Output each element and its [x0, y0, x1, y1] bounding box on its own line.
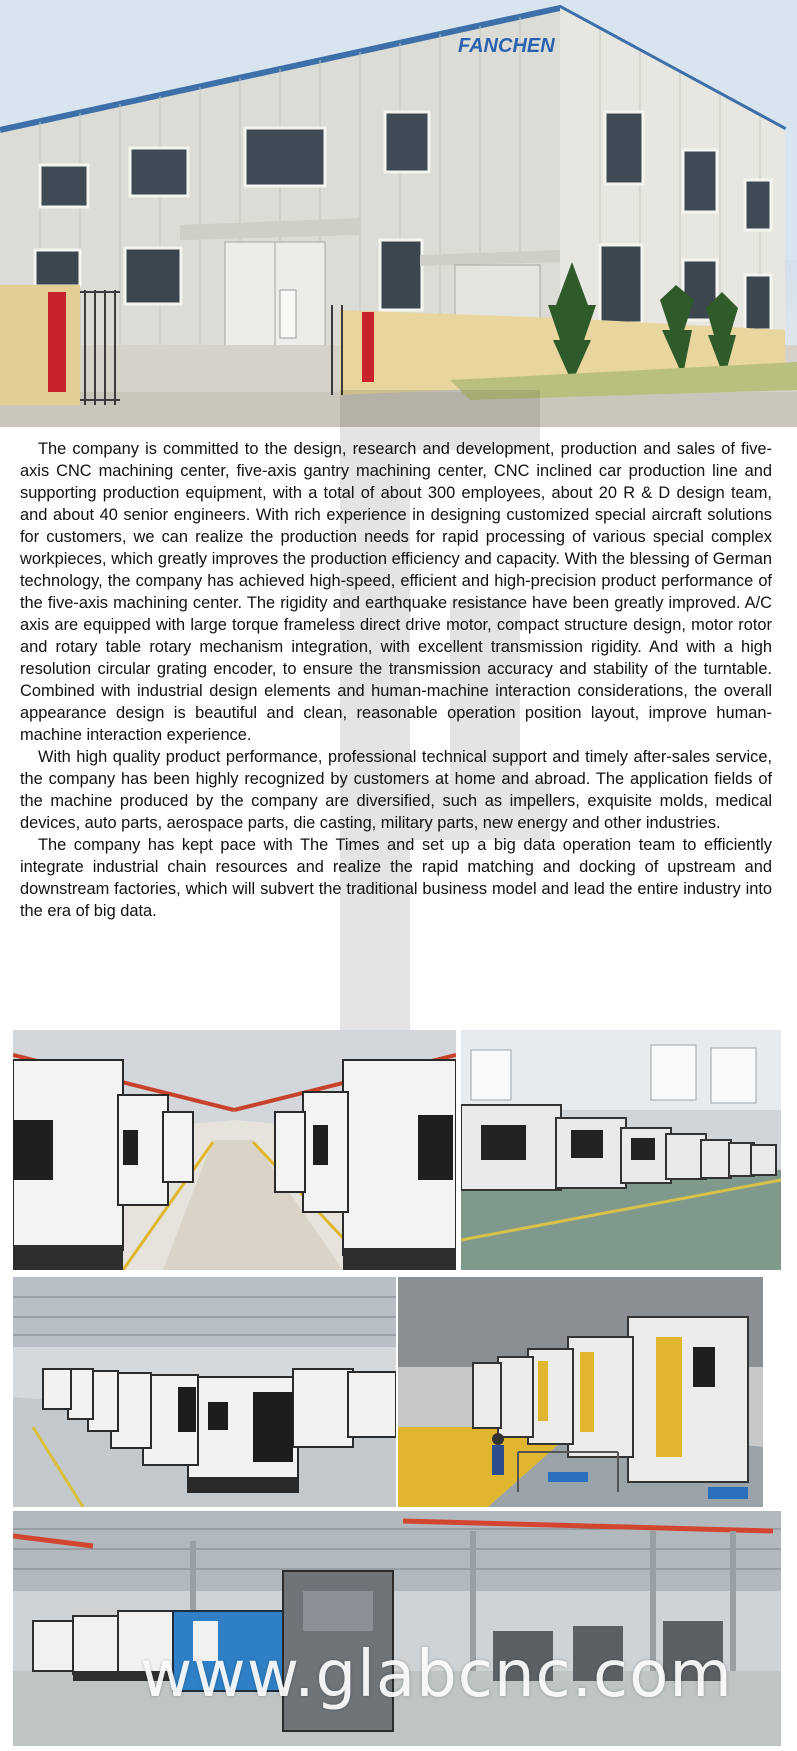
- workshop-photo-2: [461, 1030, 781, 1270]
- workshop-photo-3: [13, 1277, 396, 1507]
- company-introduction: [20, 438, 772, 922]
- factory-building-photo: [0, 0, 797, 427]
- workshop-photo-4: [398, 1277, 763, 1507]
- website-url-watermark: www.glabcnc.com: [140, 1638, 733, 1712]
- intro-paragraph-3: The company has kept pace with The Times and set up a big data operation team to efficiently integrate industrial chain resources and realize the rapid matching and docking of upstream and downstream factories, which will subvert the traditional business model and lead the entire industry into the era of big data.: [20, 836, 772, 920]
- intro-paragraph-1: The company is committed to the design, research and development, production and sales of five-axis CNC machining center, five-axis gantry machining center, CNC inclined car production line and supporting production equipment, with a total of about 300 employees, about 20 R & D design team, and about 40 senior engineers. With rich experience in designing customized special aircraft solutions for customers, we can realize the production needs for rapid processing of various special complex workpieces, which greatly improves the production efficiency and capacity. With the blessing of German technology, the company has achieved high-speed, efficient and high-precision product performance of the five-axis machining center. The rigidity and earthquake resistance have been greatly improved. A/C axis are equipped with large torque frameless direct drive motor, compact structure design, motor rotor and rotary table rotary mechanism integration, with excellent transmission rigidity. And with a high resolution circular grating encoder, to ensure the transmission accuracy and stability of the turntable. Combined with industrial design elements and human-machine interaction considerations, the overall appearance design is beautiful and clean, reasonable operation position layout, improve human-machine interaction experience.: [20, 440, 772, 744]
- factory-building-illustration: [0, 0, 797, 427]
- workshop-photo-1: [13, 1030, 456, 1270]
- fanchen-sign: FANCHEN: [458, 35, 555, 57]
- intro-paragraph-2: With high quality product performance, professional technical support and timely after-sales service, the company has been highly recognized by customers at home and abroad. The application fields of the machine produced by the company are diversified, such as impellers, exquisite molds, medical devices, auto parts, aerospace parts, die casting, military parts, new energy and other industries.: [20, 748, 772, 832]
